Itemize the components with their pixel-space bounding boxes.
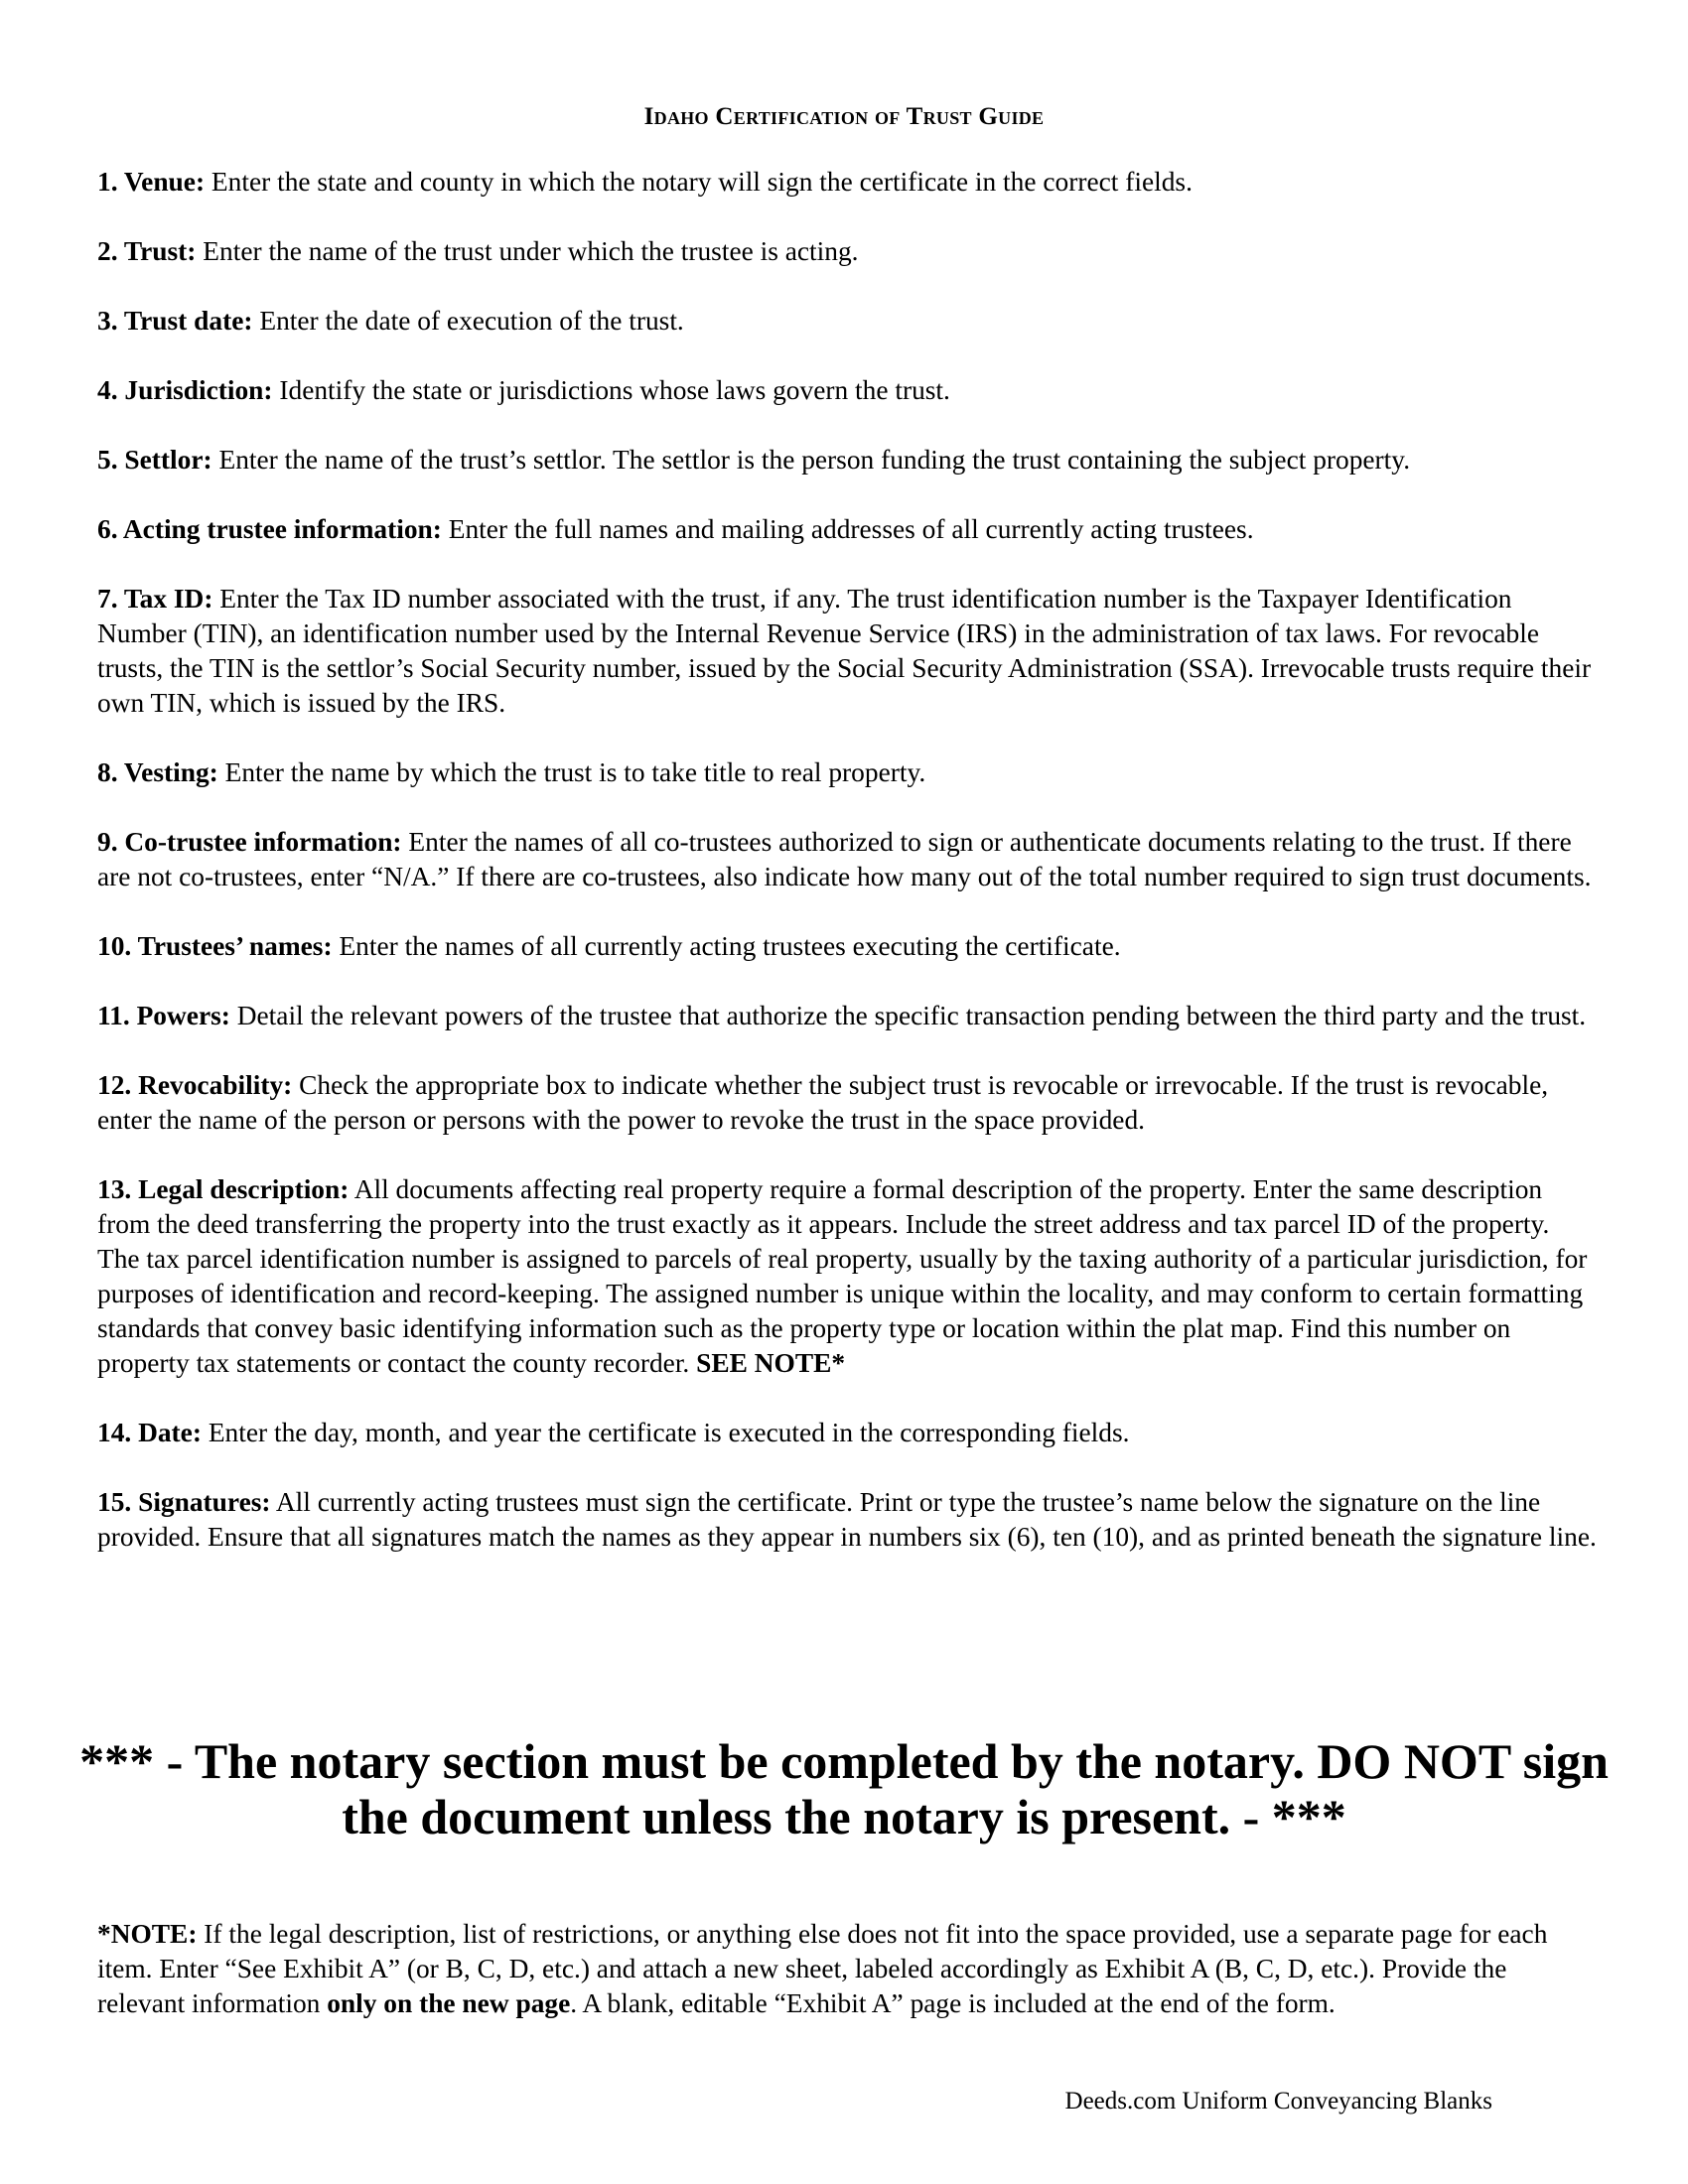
item-label: 1. Venue: [97, 167, 206, 197]
item-label: 11. Powers: [97, 1001, 230, 1030]
item-text: Detail the relevant powers of the trustee that authorize the specific transaction pending between the third party and the trust. [229, 1001, 1587, 1030]
item-text: Enter the state and county in which the notary will sign the certificate in the correct fields. [205, 167, 1193, 197]
item-label: 2. Trust: [97, 236, 197, 266]
item-text: Enter the name by which the trust is to take title to real property. [217, 757, 926, 787]
instruction-item [97, 1416, 1597, 1450]
item-label: 10. Trustees’ names: [97, 931, 333, 961]
item-label: 14. Date: [97, 1418, 202, 1447]
instruction-item [97, 1172, 1597, 1381]
instruction-item [97, 582, 1597, 721]
item-label: 13. Legal description: [97, 1174, 350, 1204]
instruction-item [97, 512, 1597, 547]
footer-credit: Deeds.com Uniform Conveyancing Blanks [1064, 2088, 1492, 2115]
instruction-item [97, 304, 1597, 339]
item-label: 6. Acting trustee information: [97, 514, 442, 544]
see-note-reference: SEE NOTE* [696, 1348, 846, 1378]
item-text: Enter the names of all co-trustees authorized to sign or authenticate documents relating to the trust. If there are not co-trustees, enter “N/A.” If there are co-trustees, also indicate how many out of the total number required to sign trust documents. [97, 827, 1592, 891]
instruction-item [97, 825, 1597, 894]
instruction-item [97, 165, 1597, 200]
item-text: Enter the Tax ID number associated with the trust, if any. The trust identification number is the Taxpayer Identification Number (TIN), an identification number used by the Internal Revenue Service (IRS) in the administration of tax laws. For revocable trusts, the TIN is the settlor’s Social Security number, issued by the Social Security Administration (SSA). Irrevocable trusts require their own TIN, which is issued by the IRS. [97, 584, 1592, 718]
instruction-item [97, 1068, 1597, 1138]
item-label: 7. Tax ID: [97, 584, 213, 614]
item-label: 15. Signatures: [97, 1487, 271, 1517]
document-title: Idaho Certification of Trust Guide [643, 103, 1045, 130]
item-text: Enter the name of the trust’s settlor. The settlor is the person funding the trust containing the subject property. [211, 445, 1411, 475]
item-label: 8. Vesting: [97, 757, 218, 787]
note-label: *NOTE: [97, 1919, 198, 1950]
item-text: Enter the names of all currently acting trustees executing the certificate. [332, 931, 1121, 961]
note-emphasis: only on the new page [327, 1988, 571, 2019]
item-text: Identify the state or jurisdictions whose laws govern the trust. [272, 375, 950, 405]
notary-warning: *** - The notary section must be completed by the notary. DO NOT sign the document unless the notary is present. - *** [79, 1733, 1609, 1844]
item-label: 12. Revocability: [97, 1070, 293, 1100]
item-text: Enter the name of the trust under which the trustee is acting. [196, 236, 859, 266]
item-label: 9. Co-trustee information: [97, 827, 402, 857]
item-label: 5. Settlor: [97, 445, 212, 475]
instruction-item [97, 929, 1597, 964]
item-label: 4. Jurisdiction: [97, 375, 273, 405]
instruction-item [97, 373, 1597, 408]
instruction-list [97, 165, 1597, 1589]
instruction-item [97, 755, 1597, 790]
item-text: Check the appropriate box to indicate whether the subject trust is revocable or irrevocable. If the trust is revocable, enter the name of the person or persons with the power to revoke the trust in the space provided. [97, 1070, 1549, 1135]
footnote [97, 1917, 1597, 2021]
note-text: If the legal description, list of restrictions, or anything else does not fit into the space provided, use a separate page for each item. Enter “See Exhibit A” (or B, C, D, etc.) and attach a new sheet, labeled accordingly as Exhibit A (B, C, D, etc.). Provide the relevant information [97, 1919, 1548, 2019]
instruction-item [97, 234, 1597, 269]
note-text-end: . A blank, editable “Exhibit A” page is included at the end of the form. [570, 1988, 1336, 2019]
item-text: All currently acting trustees must sign the certificate. Print or type the trustee’s name below the signature on the line provided. Ensure that all signatures match the names as they appear in numbers six (6), ten (10), and as printed beneath the signature line. [97, 1487, 1597, 1552]
item-text: Enter the full names and mailing addresses of all currently acting trustees. [441, 514, 1254, 544]
item-label: 3. Trust date: [97, 306, 253, 336]
item-text: All documents affecting real property require a formal description of the property. Enter the same description from the deed transferring the property into the trust exactly as it appears. Include the street address and tax parcel ID of the property. The tax parcel identification number is assigned to parcels of real property, usually by the taxing authority of a particular jurisdiction, for purposes of identification and record-keeping. The assigned number is unique within the locality, and may conform to certain formatting standards that convey basic identifying information such as the property type or location within the plat map. Find this number on property tax statements or contact the county recorder. [97, 1174, 1588, 1378]
instruction-item [97, 999, 1597, 1033]
instruction-item [97, 1485, 1597, 1555]
instruction-item [97, 443, 1597, 478]
item-text: Enter the date of execution of the trust. [252, 306, 684, 336]
item-text: Enter the day, month, and year the certificate is executed in the corresponding fields. [201, 1418, 1130, 1447]
